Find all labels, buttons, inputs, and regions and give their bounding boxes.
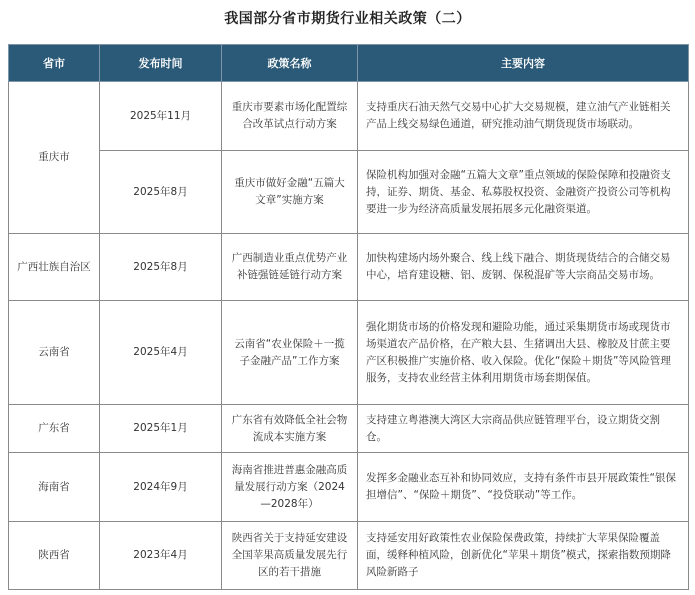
content-cell: 加快构建场内场外聚合、线上线下融合、期货现货结合的合储交易中心，培育建设糖、铝、废钢、保税混矿等大宗商品交易市场。 [358, 234, 689, 301]
province-cell: 重庆市 [9, 82, 100, 234]
content-cell: 保险机构加强对金融“五篇大文章”重点领域的保险保障和投融资支持，证券、期货、基金、私募股权投资、金融资产投资公司等机构要进一步为经济高质量发展拓展多元化融资渠道。 [358, 151, 689, 234]
table-row [9, 405, 689, 453]
policy-cell: 广西制造业重点优势产业补链强链延链行动方案 [222, 234, 358, 301]
content-cell: 强化期货市场的价格发现和避险功能，通过采集期货市场或现货市场渠道农产品价格，在产粮大县、生猪调出大县、橡胶及甘蔗主要产区积极推广实施价格、收入保险。优化“保险＋期货”等风险管理服务，支持农业经营主体利用期货市场套期保值。 [358, 301, 689, 405]
date-cell: 2025年8月 [100, 151, 222, 234]
page-title: 我国部分省市期货行业相关政策（二） [224, 11, 471, 27]
content-cell: 支持建立粤港澳大湾区大宗商品供应链管理平台，设立期货交割仓。 [358, 405, 689, 453]
table-row [9, 234, 689, 301]
date-cell: 2025年1月 [100, 405, 222, 453]
table-row [9, 82, 689, 151]
policy-cell: 重庆市要素市场化配置综合改革试点行动方案 [222, 82, 358, 151]
province-cell: 海南省 [9, 453, 100, 522]
header-province: 省市 [9, 45, 100, 82]
policy-table [8, 44, 689, 590]
header-date: 发布时间 [100, 45, 222, 82]
province-cell: 云南省 [9, 301, 100, 405]
policy-cell: 重庆市做好金融“五篇大文章”实施方案 [222, 151, 358, 234]
date-cell: 2023年4月 [100, 522, 222, 590]
policy-cell: 陕西省关于支持延安建设全国苹果高质量发展先行区的若干措施 [222, 522, 358, 590]
header-policy: 政策名称 [222, 45, 358, 82]
content-cell: 支持重庆石油天然气交易中心扩大交易规模，建立油气产业链相关产品上线交易绿色通道，研究推动油气期货现货市场联动。 [358, 82, 689, 151]
table-row [9, 151, 689, 234]
policy-cell: 海南省推进普惠金融高质量发展行动方案（2024—2028年） [222, 453, 358, 522]
province-cell: 广东省 [9, 405, 100, 453]
content-cell: 支持延安用好政策性农业保险保费政策，持续扩大苹果保险覆盖面，缓释种植风险，创新优化“苹果＋期货”模式，探索指数预期降风险新路子 [358, 522, 689, 590]
date-cell: 2024年9月 [100, 453, 222, 522]
table-row [9, 522, 689, 590]
date-cell: 2025年11月 [100, 82, 222, 151]
table-row [9, 301, 689, 405]
content-cell: 发挥多金融业态互补和协同效应，支持有条件市县开展政策性“银保担增信”、“保险＋期货”、“投贷联动”等工作。 [358, 453, 689, 522]
province-cell: 陕西省 [9, 522, 100, 590]
date-cell: 2025年8月 [100, 234, 222, 301]
table-row [9, 453, 689, 522]
date-cell: 2025年4月 [100, 301, 222, 405]
province-cell: 广西壮族自治区 [9, 234, 100, 301]
header-content: 主要内容 [358, 45, 689, 82]
table-header-row [9, 45, 689, 82]
policy-cell: 广东省有效降低全社会物流成本实施方案 [222, 405, 358, 453]
policy-cell: 云南省“农业保险＋一揽子金融产品”工作方案 [222, 301, 358, 405]
